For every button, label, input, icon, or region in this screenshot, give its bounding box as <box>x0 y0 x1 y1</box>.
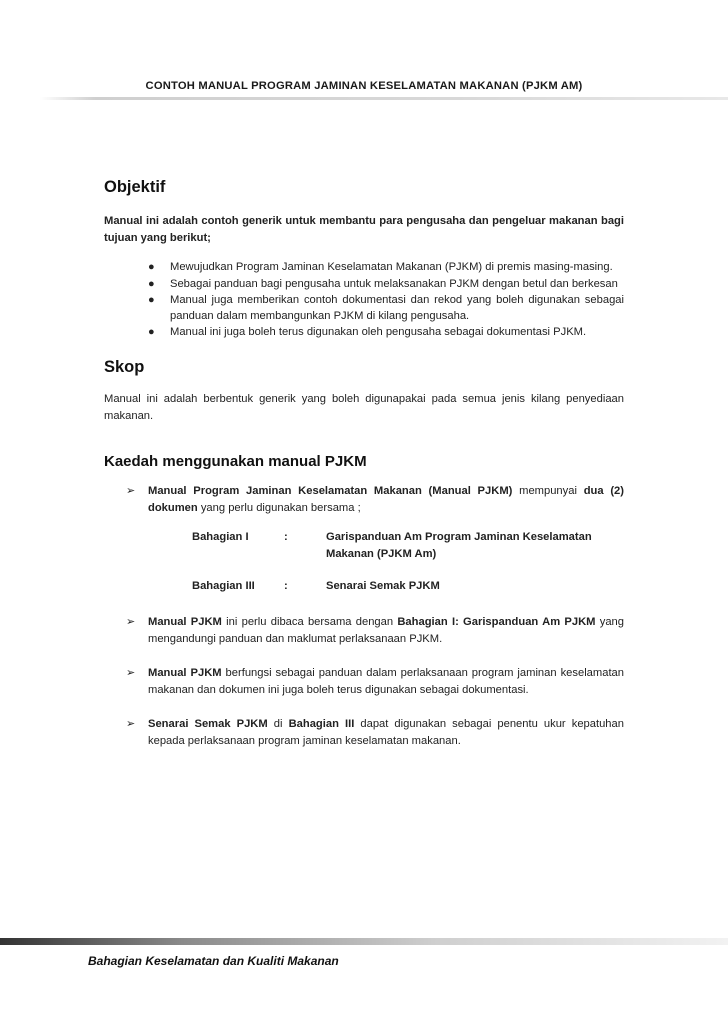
bullet-dot-icon: ● <box>148 294 155 306</box>
definition-row: Bahagian III : Senarai Semak PJKM <box>192 579 440 592</box>
skop-text: Manual ini adalah berbentuk generik yang boleh digunapakai pada semua jenis kilang penyediaan makanan. <box>104 392 624 422</box>
arrowhead-bullet-icon: ➢ <box>126 717 136 730</box>
footer-divider <box>0 938 728 945</box>
arrowhead-bullet-icon: ➢ <box>126 615 136 628</box>
list-item: ● Sebagai panduan bagi pengusaha untuk melaksanakan PJKM dengan betul dan berkesan <box>104 277 624 293</box>
objektif-bullet-list <box>104 260 624 341</box>
kaedah-list-continued <box>104 614 624 750</box>
arrowhead-bullet-icon: ➢ <box>126 666 136 679</box>
bullet-dot-icon: ● <box>148 326 155 338</box>
list-item: ➢ Manual Program Jaminan Keselamatan Makanan (Manual PJKM) mempunyai dua (2) dokumen yang perlu digunakan bersama ; <box>126 484 625 514</box>
objektif-heading: Objektif <box>104 178 166 196</box>
bullet-dot-icon: ● <box>148 277 155 290</box>
document-body <box>104 178 624 750</box>
header-divider <box>40 97 728 100</box>
kaedah-heading: Kaedah menggunakan manual PJKM <box>104 452 367 470</box>
bullet-dot-icon: ● <box>148 261 155 273</box>
definitions-table <box>104 529 624 595</box>
arrowhead-bullet-icon: ➢ <box>126 484 136 497</box>
list-item: ➢ Manual PJKM ini perlu dibaca bersama dengan Bahagian I: Garispanduan Am PJKM yang mengandungi panduan dan maklumat perlaksanaan PJKM. <box>126 615 625 645</box>
list-item: ● Manual ini juga boleh terus digunakan oleh pengusaha sebagai dokumentasi PJKM. <box>104 325 624 341</box>
list-item: ● Manual juga memberikan contoh dokumentasi dan rekod yang boleh digunakan sebagai panduan dalam membangunkan PJKM di kilang pengusaha. <box>148 294 624 322</box>
skop-heading: Skop <box>104 357 145 376</box>
list-item: ➢ Manual PJKM berfungsi sebagai panduan dalam perlaksanaan program jaminan keselamatan makanan dan dokumen ini juga boleh terus digunakan sebagai dokumentasi. <box>126 666 624 696</box>
objektif-intro: Manual ini adalah contoh generik untuk membantu para pengusaha dan pengeluar makanan bagi tujuan yang berikut; <box>104 215 624 244</box>
page-header-title: CONTOH MANUAL PROGRAM JAMINAN KESELAMATAN MAKANAN (PJKM AM) <box>145 80 583 92</box>
list-item: ➢ Senarai Semak PJKM di Bahagian III dapat digunakan sebagai penentu ukur kepatuhan kepada perlaksanaan program jaminan keselamatan makanan. <box>126 717 624 747</box>
list-item: ● Mewujudkan Program Jaminan Keselamatan Makanan (PJKM) di premis masing-masing. <box>104 260 624 276</box>
page-footer-text: Bahagian Keselamatan dan Kualiti Makanan <box>88 954 339 968</box>
kaedah-list <box>104 483 624 517</box>
definition-row: Bahagian I : Garispanduan Am Program Jaminan Keselamatan Makanan (PJKM Am) <box>192 530 592 560</box>
